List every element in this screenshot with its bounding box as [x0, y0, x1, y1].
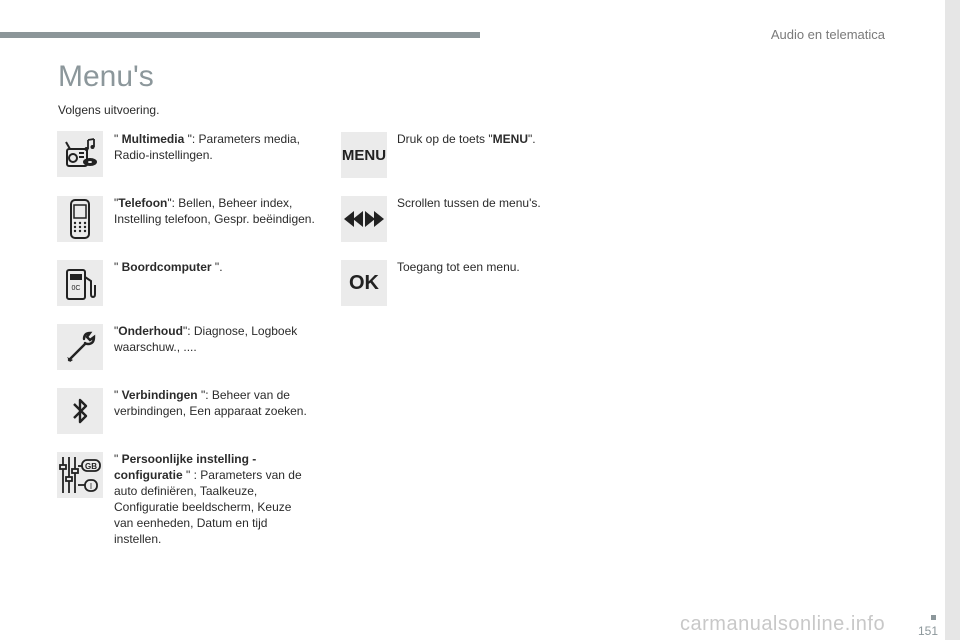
multimedia-icon	[57, 131, 103, 177]
bluetooth-icon	[57, 388, 103, 434]
scroll-arrows-icon	[341, 196, 387, 242]
menu-key-label: MENU	[341, 146, 387, 164]
instruction-menu: Druk op de toets "MENU".	[397, 132, 536, 146]
ok-key-label: OK	[349, 271, 379, 294]
menu-item-persoonlijke-instelling: " Persoonlijke instelling - configuratie " : Parameters van de auto definiëren, Taalkeuze, Configuratie beeldscherm, Keuze van eenheden, Datum en tijd instellen.	[114, 452, 302, 546]
wrench-icon	[57, 324, 103, 370]
trip-icon-label: 0C	[71, 285, 81, 292]
phone-icon	[57, 196, 103, 242]
intro-text: Volgens uitvoering.	[58, 103, 160, 117]
header-bar	[0, 32, 480, 38]
ok-key-icon	[341, 260, 387, 306]
instruction-ok: Toegang tot een menu.	[397, 260, 520, 274]
page-number: 151	[917, 624, 938, 638]
menu-item-boordcomputer: " Boordcomputer ".	[114, 260, 223, 274]
page-title: Menu's	[58, 60, 154, 93]
page-edge-strip	[945, 0, 960, 640]
trip-computer-icon	[57, 260, 103, 306]
menu-key-icon	[341, 132, 387, 178]
instruction-scroll: Scrollen tussen de menu's.	[397, 196, 541, 210]
page-marker-dot	[931, 615, 936, 620]
menu-item-telefoon: "Telefoon": Bellen, Beheer index, Instelling telefoon, Gespr. beëindigen.	[114, 196, 315, 226]
menu-item-onderhoud: "Onderhoud": Diagnose, Logboek waarschuw., ....	[114, 324, 298, 354]
menu-item-verbindingen: " Verbindingen ": Beheer van de verbindingen, Een apparaat zoeken.	[114, 388, 307, 418]
menu-item-multimedia: " Multimedia ": Parameters media, Radio-instellingen.	[114, 132, 300, 162]
section-title: Audio en telematica	[770, 27, 885, 42]
watermark: carmanualsonline.info	[680, 613, 886, 635]
settings-sliders-icon	[57, 452, 103, 498]
gb-icon-label: GB	[85, 462, 97, 471]
i-icon-label: I	[89, 482, 93, 491]
